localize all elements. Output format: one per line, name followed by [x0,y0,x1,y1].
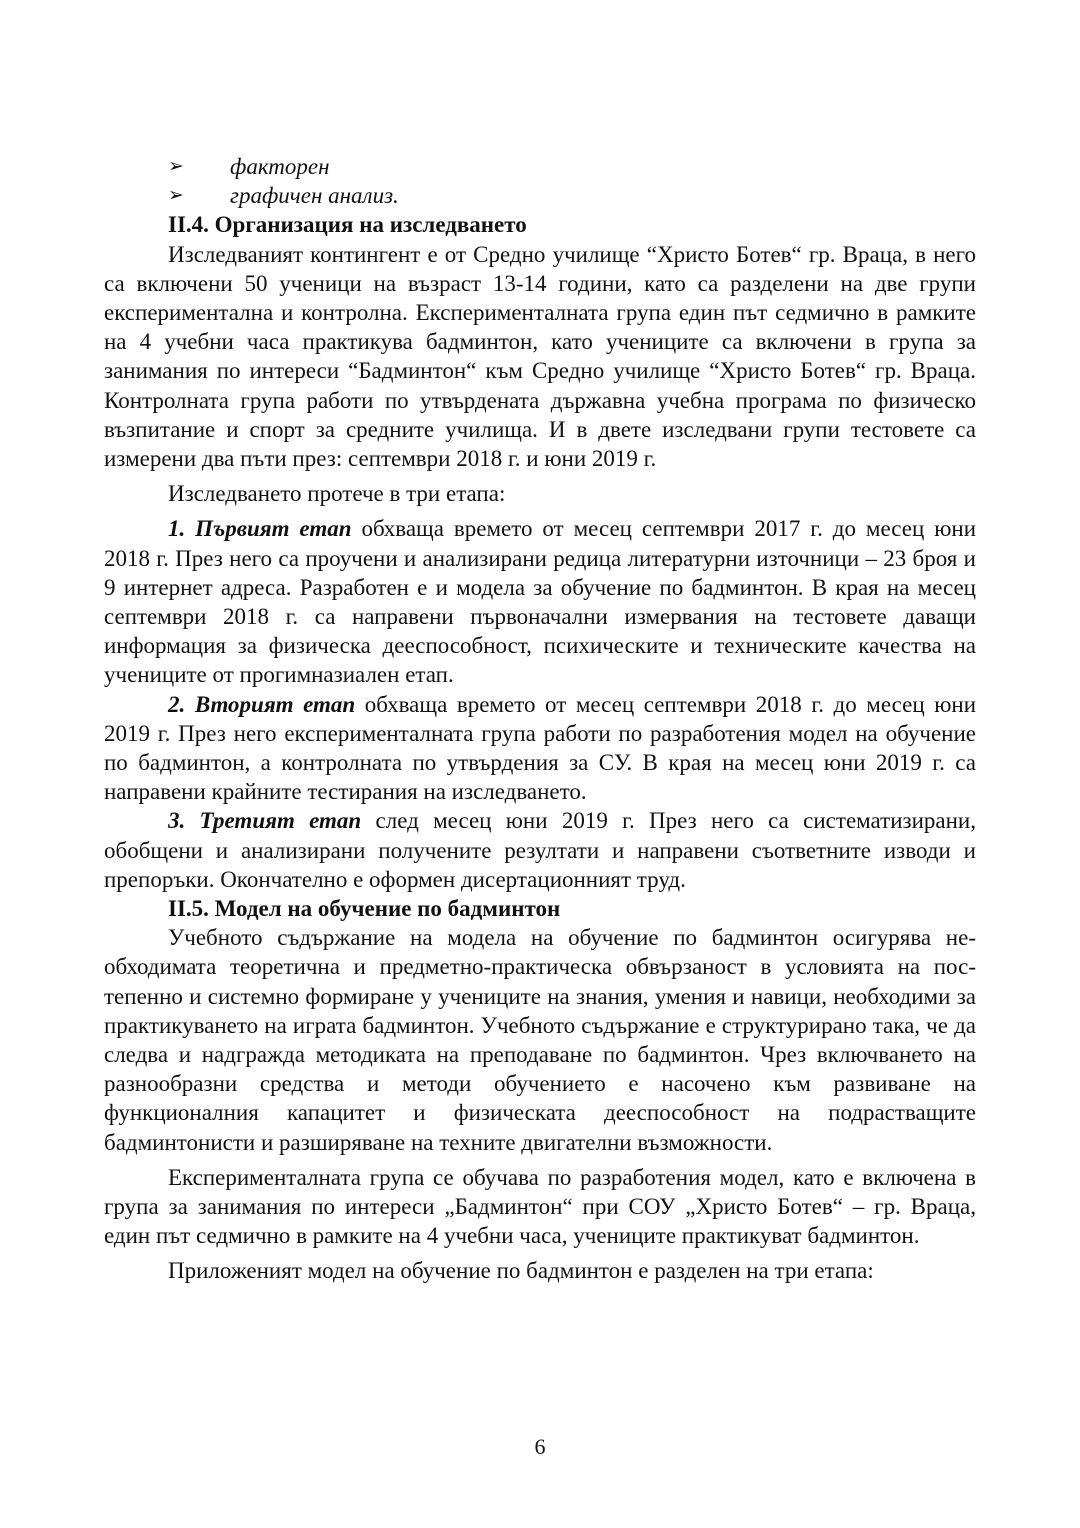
paragraph-stage-1 [104,514,976,689]
bullet-text: графичен анализ. [230,183,399,209]
stage-1-title: 1. Първият етап [168,516,352,542]
paragraph-experimental-group: Експерименталната група се обучава по разработения модел, като е включена в група за занимания по интереси „Бадминтон“ при СОУ „Христо Ботев“ – гр. Враца, един път седмично в рамките на 4 учебни часа, учениците практикуват бадминтон. [104,1164,976,1249]
paragraph-model-stages: Приложеният модел на обучение по бадминтон е разделен на три етапа: [168,1258,874,1284]
arrowhead-bullet-icon: ➢ [168,184,184,207]
page-number: 6 [534,1434,546,1459]
paragraph-stages-intro: Изследването протече в три етапа: [168,481,506,507]
stage-3-text: след месец юни 2019 г. През него са систематизирани, обобщени и анализирани получените резултати и направени съответните изводи и препоръки. Окончателно е оформен дисертационният труд. [104,808,976,892]
section-heading-model: II.5. Модел на обучение по бадминтон [168,896,561,922]
bullet-item [104,152,976,181]
bullet-item [104,181,976,210]
section-heading-organization: II.4. Организация на изследването [168,212,527,238]
stage-2-title: 2. Вторият етап [168,691,356,717]
arrowhead-bullet-icon: ➢ [168,155,184,177]
document-page [104,152,976,1286]
stage-3-title: 3. Третият етап [168,808,362,834]
paragraph-contingent: Изследваният контингент е от Средно училище “Христо Ботев“ гр. Враца, в него са включени 50 ученици на възраст 13-14 години, като са разделени на две групи експериментална и контролна. Експерименталната група един път седмично в рамките на 4 учебни часа практикува бадминтон, като учениците са включени в група за занимания по интереси “Бадминтон“ към Средно училище “Христо Ботев“ гр. Враца. Контролната група работи по утвърдената държавна учебна програма по физическо възпитание и спорт за средните училища. И в двете изследвани групи тестовете са измерени два пъти през: септември 2018 г. и юни 2019 г. [104,241,976,471]
stage-2-text: обхваща времето от месец септември 2018 г. до месец юни 2019 г. През него експерименталната група работи по разработения модел на обучение по бадминтон, а контролната по утвърдения за СУ. В края на месец юни 2019 г. са направени крайните тестирания на изследването. [104,691,976,805]
paragraph-model-content: Учебното съдържание на модела на обучение по бадминтон осигурява необходимата теоретична и предметно-практическа обвързаност в условията на постепенно и системно формиране у учениците на знания, умения и навици, необходими за практикуването на играта бадминтон. Учебното съдържание е структурирано така, че да следва и надгражда методиката на преподаване по бадминтон. Чрез включването на разнообразни средства и методи обучението е насочено към развиване на функционалния капацитет и физическата дееспособност на подрастващите бадминтонисти и разширяване на техните двигателни възможности. [104,925,976,1155]
stage-1-text: обхваща времето от месец септември 2017 г. до месец юни 2018 г. През него са проучени и анализирани редица литературни източници – 23 броя и 9 интернет адреса. Разработен е и модела за обучение по бадминтон. В края на месец септември 2018 г. са направени първоначални измервания на тестовете даващи информация за физическа дееспособност, психическите и техническите качества на учениците от прогимназиален етап. [104,516,976,688]
paragraph-stage-3 [104,806,976,894]
paragraph-stage-2 [104,690,976,807]
bullet-text: факторен [230,154,330,179]
